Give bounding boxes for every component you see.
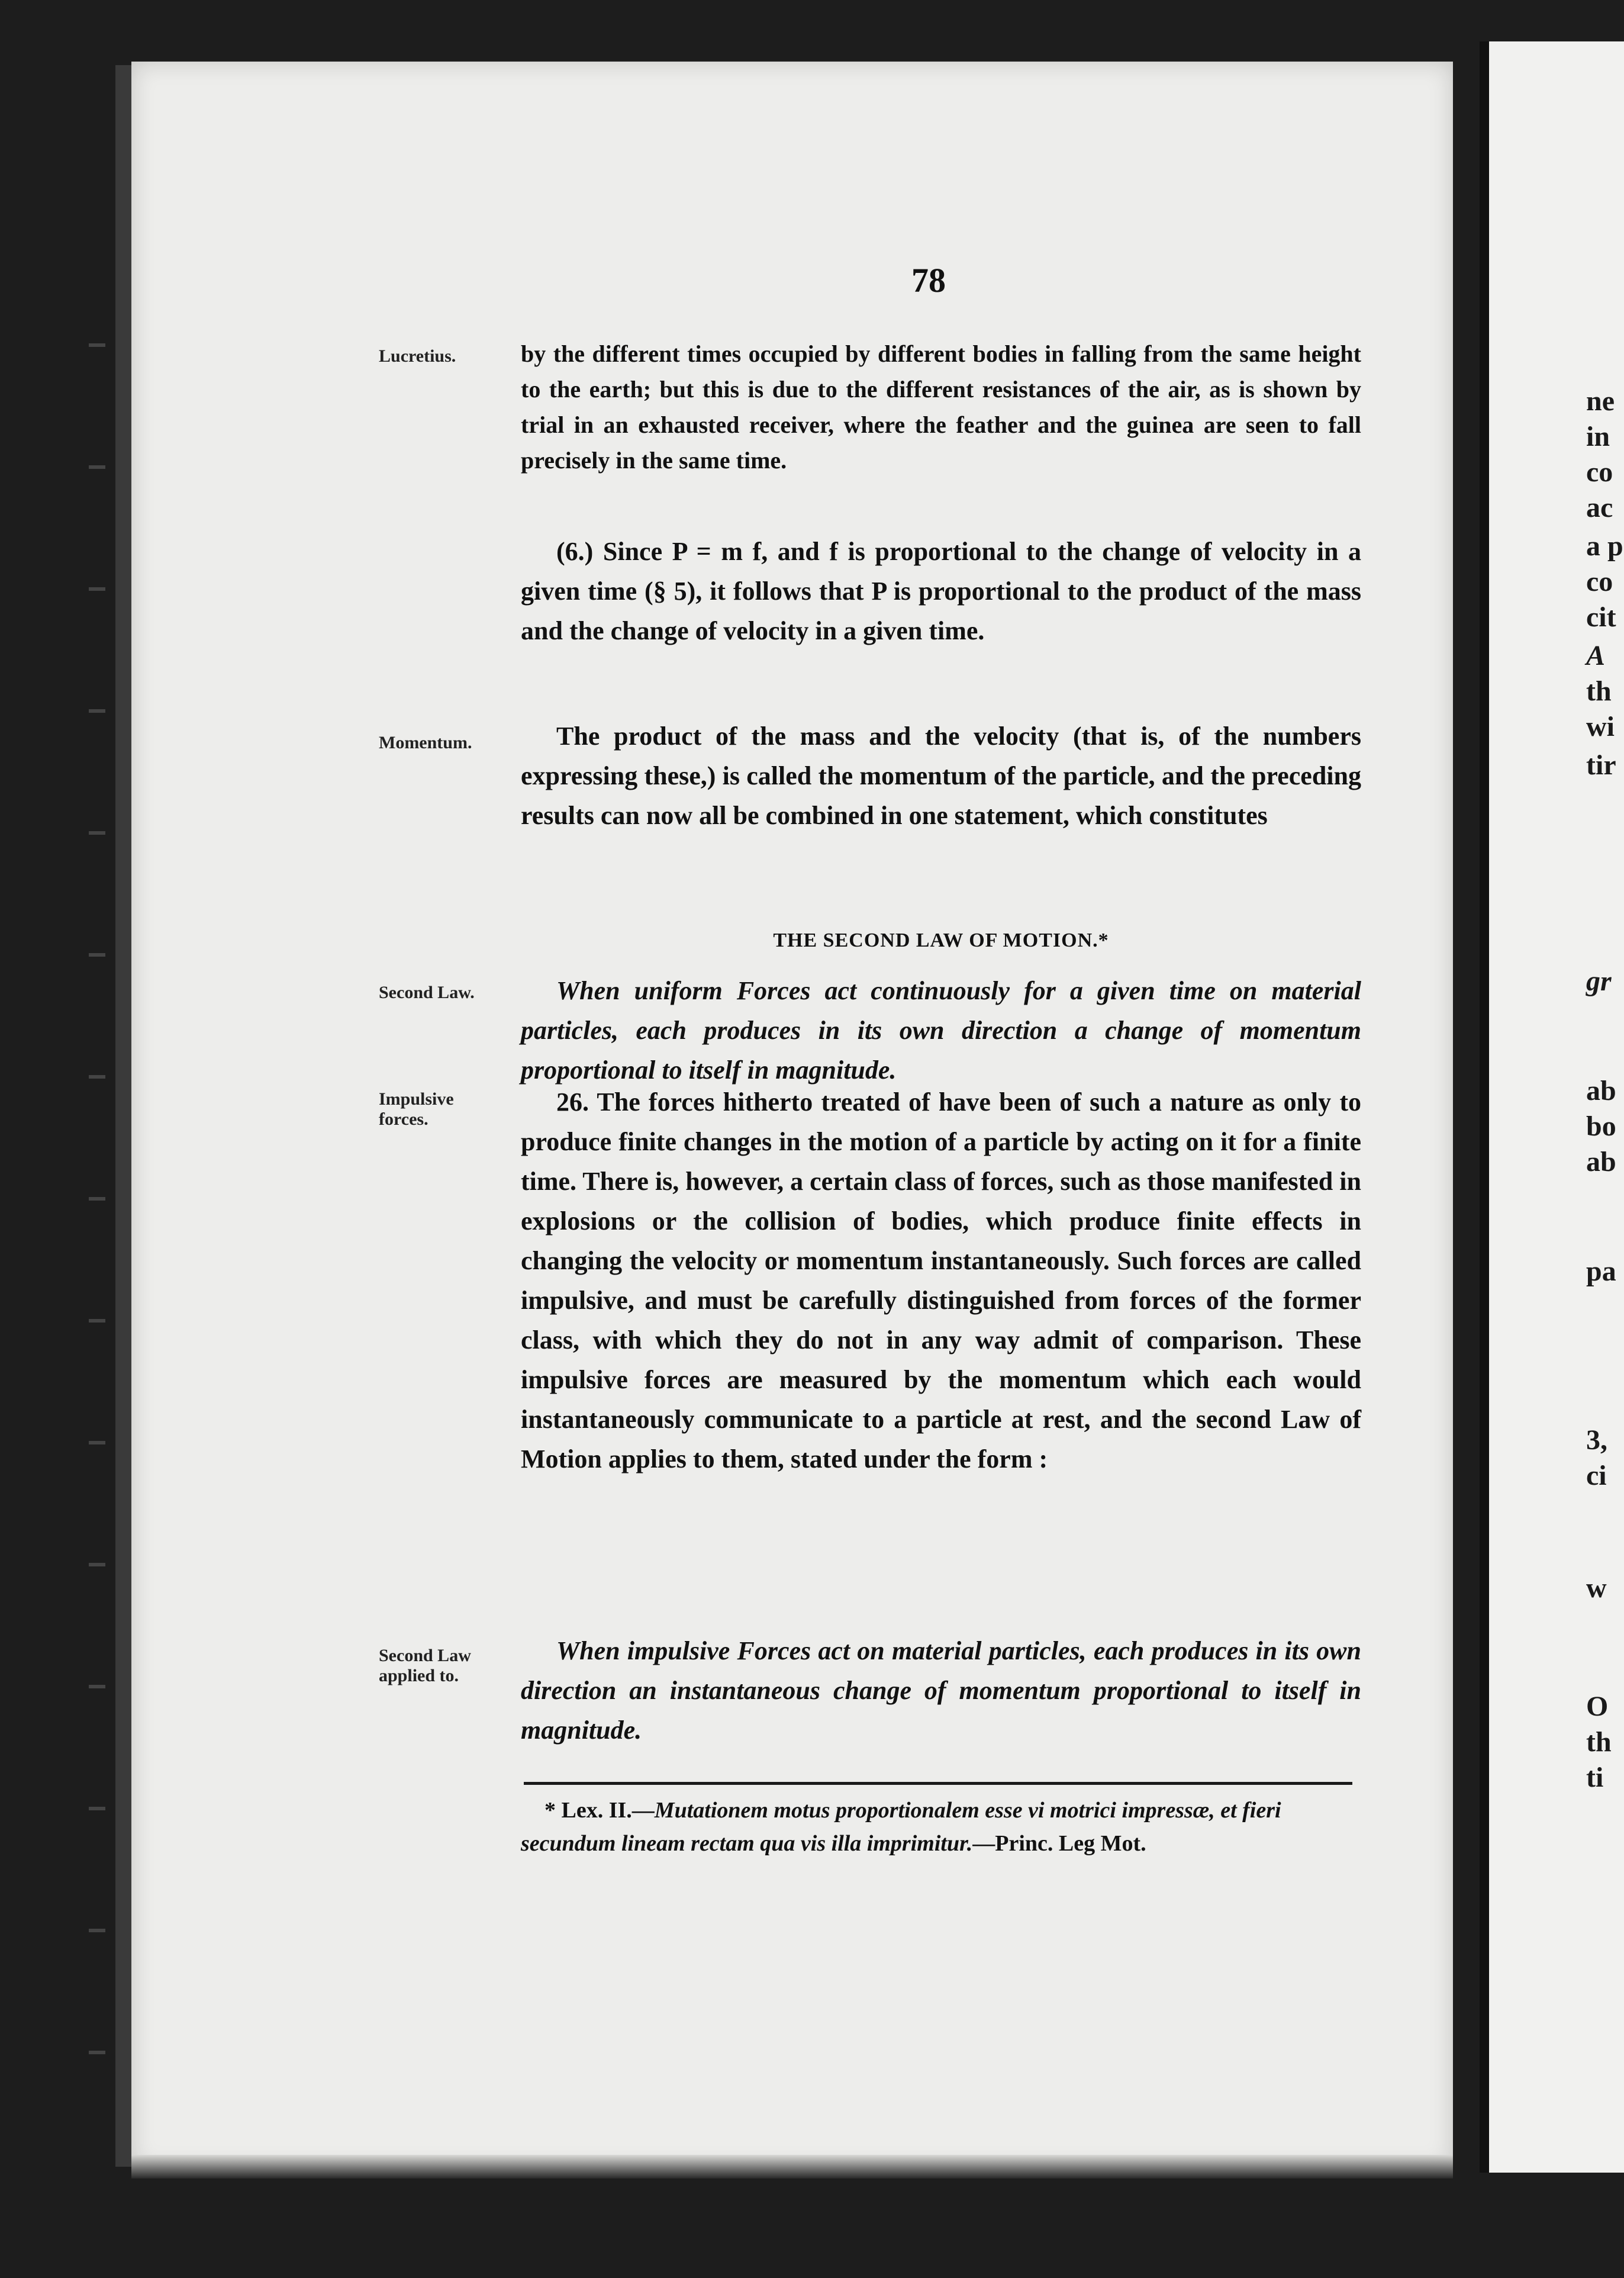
neighbor-fragment: th <box>1586 1726 1612 1758</box>
neighbor-fragment: cit <box>1586 601 1616 633</box>
paragraph-momentum: The product of the mass and the velocity (that is, of the numbers expressing these,) is called the momentum of the particle, and the preceding results can now all be combined in one statement, which constitutes <box>521 722 1361 830</box>
neighbor-fragment: w <box>1586 1572 1607 1604</box>
margin-note-second-law: Second Law. <box>379 983 475 1002</box>
margin-note-momentum: Momentum. <box>379 733 472 752</box>
page-number: 78 <box>911 261 946 300</box>
neighbor-fragment: gr <box>1586 966 1612 997</box>
footnote-latin: Mutationem motus proportionalem esse vi motrici impressæ, et fieri secundum lineam rectam qua vis illa imprimitur. <box>521 1798 1281 1856</box>
margin-note-second-law-applied: Second Law applied to. <box>379 1646 471 1685</box>
neighbor-fragment: ab <box>1586 1146 1616 1177</box>
scan-border-noise <box>89 225 105 2119</box>
neighbor-fragment: ti <box>1586 1762 1604 1793</box>
neighbor-fragment: A <box>1586 640 1606 671</box>
margin-note-lucretius: Lucretius. <box>379 346 456 366</box>
neighbor-fragment: wi <box>1586 711 1615 742</box>
paragraph-lucretius: by the different times occupied by different bodies in falling from the same height to the earth; but this is due to the different resistances of the air, as is shown by trial in an exhausted receiver, where the feather and the guinea are seen to fall precisely in the same time. <box>521 340 1361 474</box>
neighbor-fragment: bo <box>1586 1111 1616 1142</box>
law-uniform-forces: When uniform Forces act continuously for a given time on material particles, each produces in its own direction a change of momentum proportional to itself in magnitude. <box>521 976 1361 1085</box>
neighbor-fragment: co <box>1586 566 1613 597</box>
neighbor-fragment: ab <box>1586 1075 1616 1106</box>
page-bottom-edge <box>131 2155 1453 2179</box>
neighbor-fragment: in <box>1586 421 1610 452</box>
neighbor-fragment: ci <box>1586 1460 1607 1491</box>
margin-note-impulsive-forces: Impulsive forces. <box>379 1089 454 1129</box>
section-heading: THE SECOND LAW OF MOTION.* <box>773 929 1109 951</box>
footnote <box>521 1794 1361 1860</box>
law-impulsive-forces: When impulsive Forces act on material particles, each produces in its own direction an instantaneous change of momentum proportional to itself in magnitude. <box>521 1636 1361 1745</box>
paragraph-26: 26. The forces hitherto treated of have been of such a nature as only to produce finite changes in the motion of a particle by acting on it for a finite time. There is, however, a certain class of forces, such as those manifested in explosions or the collision of bodies, which produce finite effects in changing the velocity or momentum instantaneously. Such forces are called impulsive, and must be carefully distinguished from forces of the former class, with which they do not in any way admit of comparison. These impulsive forces are measured by the momentum which each would instantaneously communicate to a particle at rest, and the second Law of Motion applies to them, stated under the form : <box>521 1087 1361 1473</box>
neighbor-fragment: th <box>1586 675 1612 707</box>
neighbor-fragment: O <box>1586 1691 1609 1722</box>
neighbor-fragment: tir <box>1586 749 1616 781</box>
neighbor-fragment: pa <box>1586 1256 1616 1287</box>
neighbor-fragment: co <box>1586 456 1613 488</box>
neighbor-fragment: 3, <box>1586 1424 1607 1456</box>
paragraph-six: (6.) Since P = m f, and f is proportional to the change of velocity in a given time (§ 5), it follows that P is proportional to the product of the mass and the change of velocity in a given time. <box>521 537 1361 645</box>
footnote-lead: * Lex. II.— <box>544 1798 655 1823</box>
footnote-rule <box>524 1782 1352 1785</box>
neighbor-fragment: ne <box>1586 385 1615 417</box>
footnote-source: —Princ. Leg Mot. <box>972 1831 1146 1856</box>
neighbor-fragment: a p <box>1586 530 1623 562</box>
neighbor-fragment: ac <box>1586 492 1613 523</box>
neighbor-page <box>1480 41 1624 2173</box>
